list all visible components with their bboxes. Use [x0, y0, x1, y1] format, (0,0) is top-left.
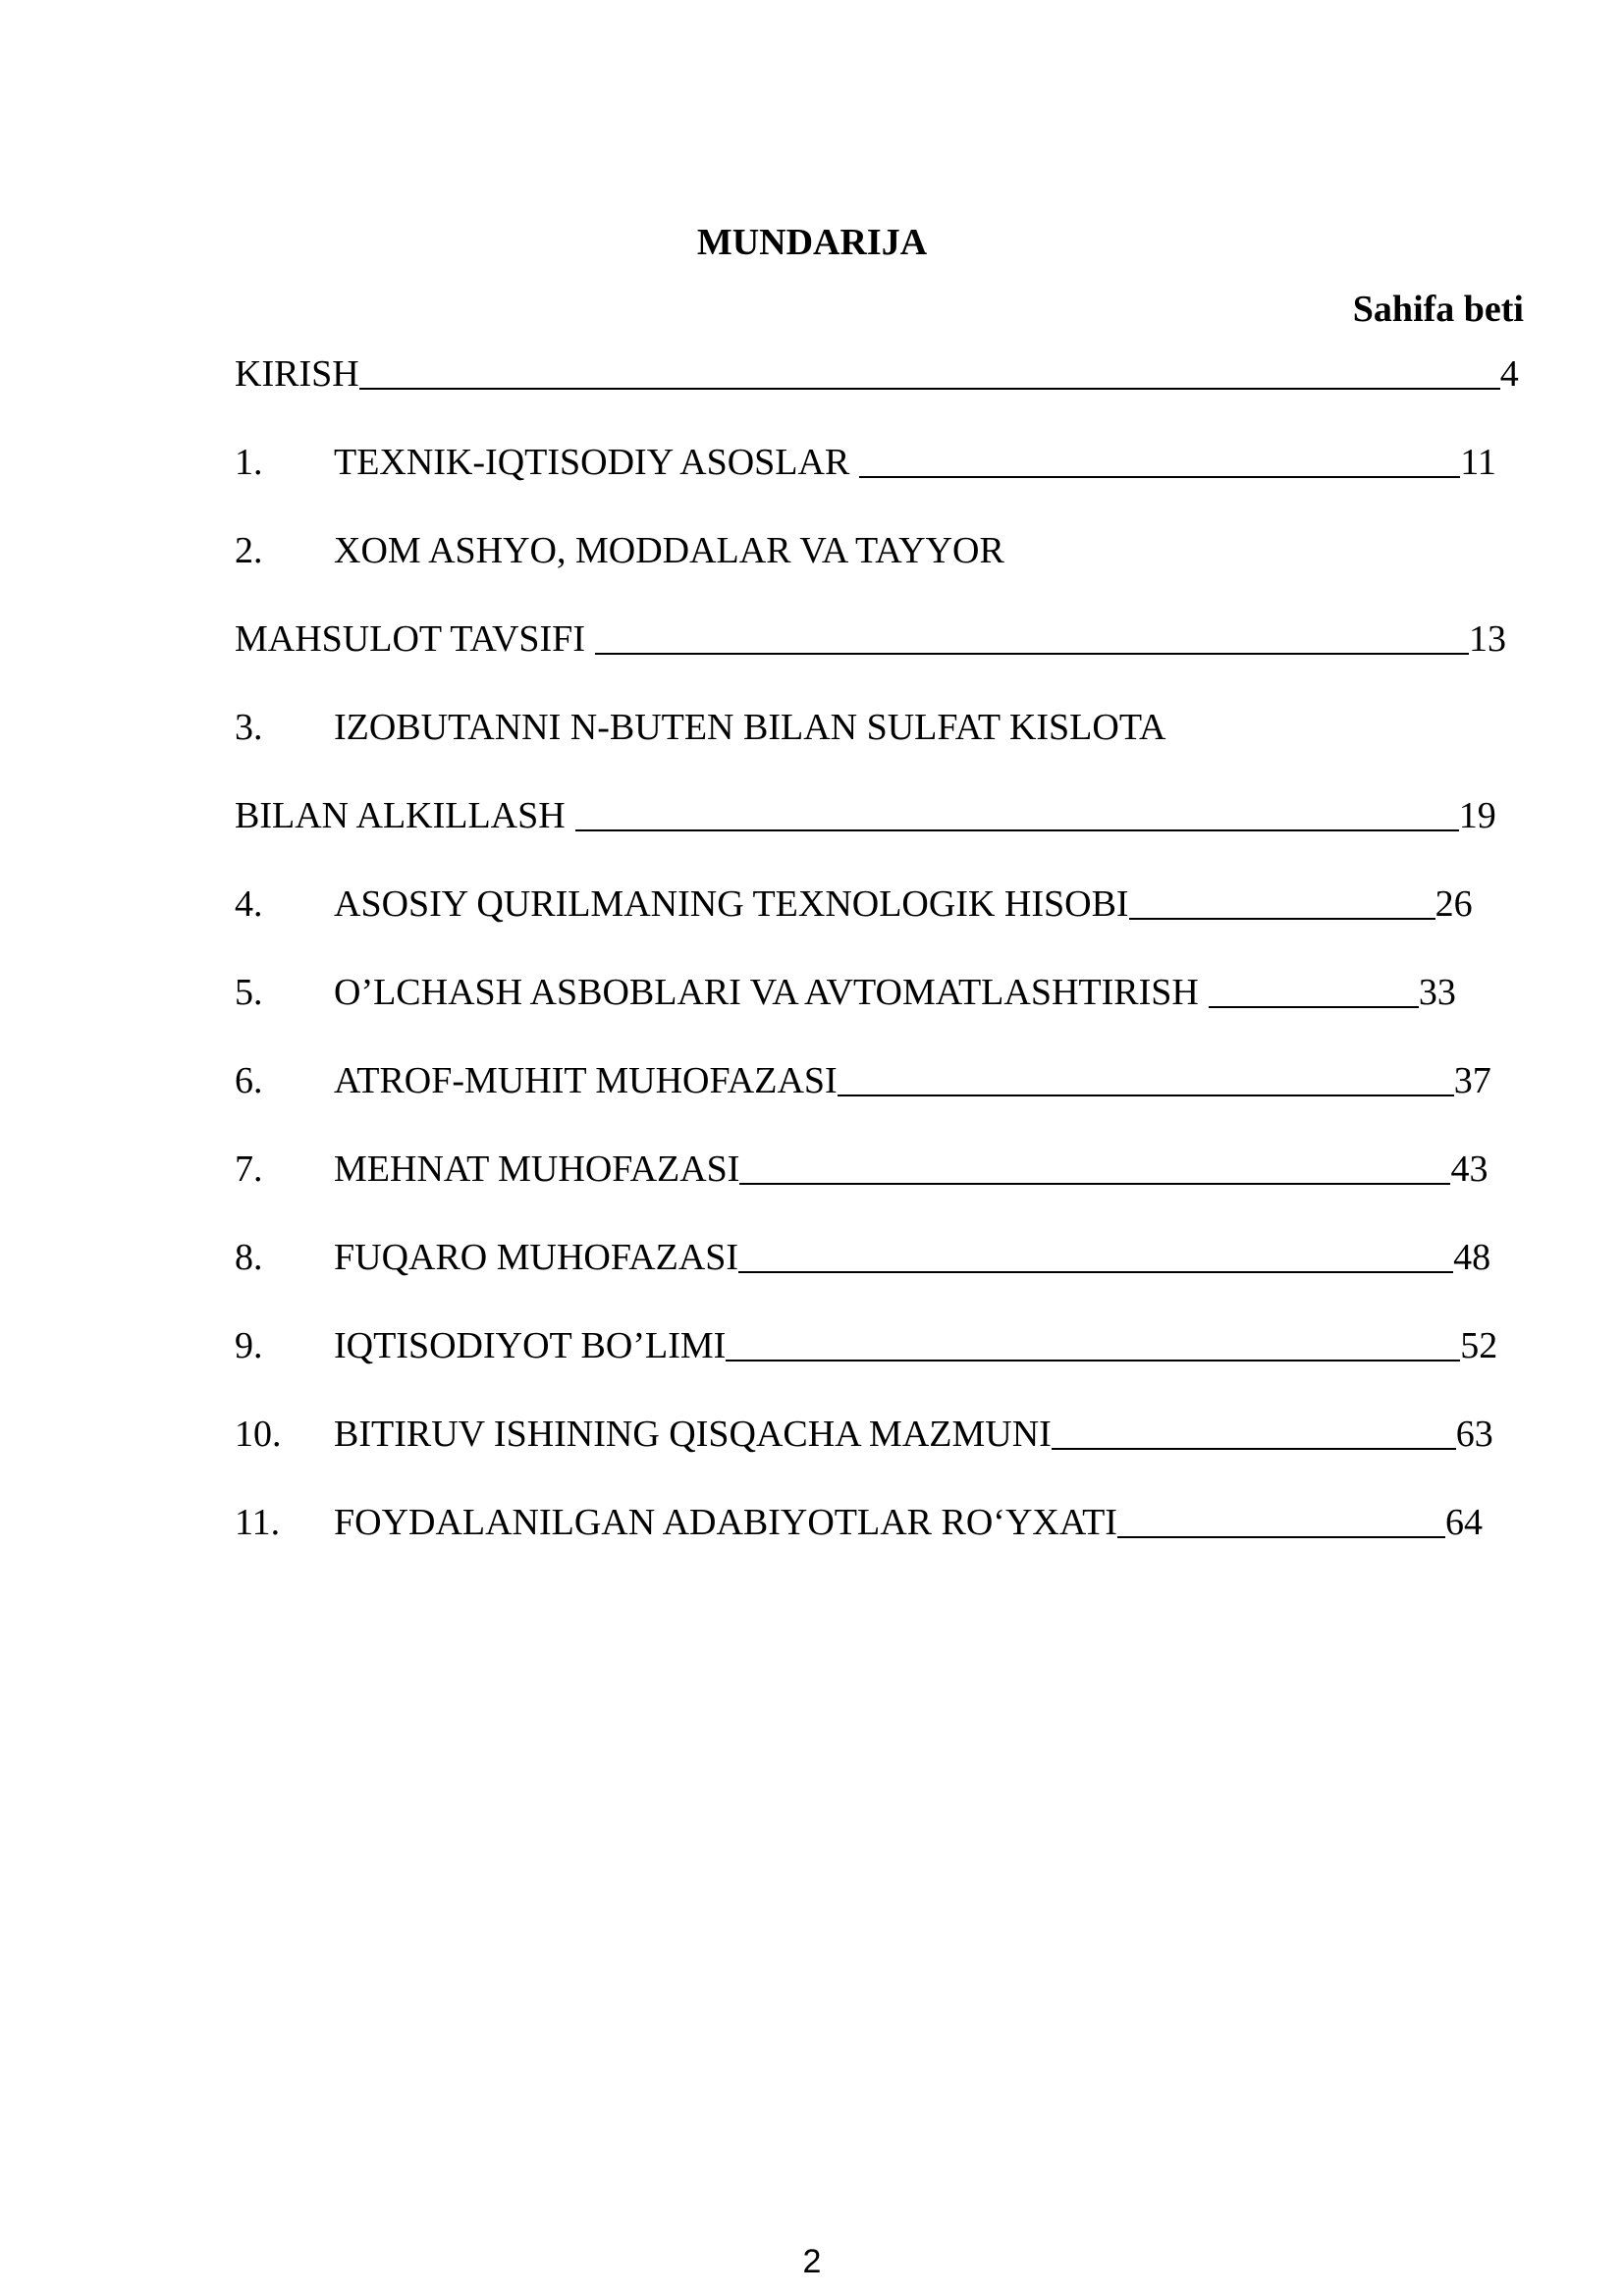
toc-entry-1[interactable]	[235, 438, 1496, 487]
toc-entry-4[interactable]	[235, 880, 1473, 929]
toc-entry-number: 10.	[235, 1414, 282, 1455]
toc-entry-number: 2.	[235, 530, 263, 571]
toc-entry-title: XOM ASHYO, MODDALAR VA TAYYOR	[334, 530, 1004, 571]
toc-entry-title: TEXNIK-IQTISODIY ASOSLAR	[334, 442, 850, 483]
toc-entry-page: 11	[1460, 442, 1496, 483]
toc-entry-page: 63	[1455, 1414, 1493, 1455]
toc-entry-page: 52	[1460, 1325, 1498, 1366]
toc-entry-title: ASOSIY QURILMANING TEXNOLOGIK HISOBI	[334, 883, 1129, 925]
page-number: 2	[802, 2243, 822, 2280]
toc-entry-title-continuation: MAHSULOT TAVSIFI	[235, 618, 585, 660]
toc-entry-page: 64	[1444, 1502, 1483, 1543]
toc-leader-line	[1129, 881, 1435, 920]
toc-leader-line	[359, 350, 1500, 390]
toc-entry-2-continuation[interactable]	[235, 614, 1506, 664]
toc-entry-page: 37	[1453, 1060, 1491, 1101]
toc-entry-title: FUQARO MUHOFAZASI	[334, 1237, 739, 1278]
toc-entry-title: IQTISODIYOT BO’LIMI	[334, 1325, 727, 1366]
toc-entry-number: 8.	[235, 1237, 263, 1278]
toc-entry-intro[interactable]	[235, 349, 1519, 399]
toc-entry-number: 4.	[235, 883, 263, 925]
toc-entry-number: 1.	[235, 442, 263, 483]
toc-entry-page: 48	[1453, 1237, 1491, 1278]
toc-entry-page: 33	[1418, 972, 1456, 1013]
toc-entry-title: IZOBUTANNI N-BUTEN BILAN SULFAT KISLOTA	[334, 707, 1166, 748]
toc-entry-page: 19	[1458, 795, 1496, 836]
toc-entry-title-continuation: BILAN ALKILLASH	[235, 795, 566, 836]
toc-entry-number: 11.	[235, 1502, 281, 1543]
toc-entry-title: O’LCHASH ASBOBLARI VA AVTOMATLASHTIRISH	[334, 972, 1199, 1013]
toc-leader-line	[1052, 1411, 1456, 1450]
toc-entry-page: 43	[1450, 1148, 1489, 1190]
toc-leader-line	[739, 1146, 1450, 1185]
toc-entry-10[interactable]	[235, 1410, 1493, 1459]
toc-entry-title: FOYDALANILGAN ADABIYOTLAR RO‘YXATI	[334, 1502, 1117, 1543]
toc-entry-9[interactable]	[235, 1321, 1497, 1370]
toc-leader-line	[1209, 969, 1419, 1008]
toc-entry-title: KIRISH	[235, 353, 359, 395]
toc-entry-6[interactable]	[235, 1056, 1491, 1105]
toc-entry-page: 4	[1499, 353, 1519, 395]
toc-leader-line	[838, 1057, 1454, 1096]
toc-entry-page: 13	[1468, 618, 1506, 660]
toc-leader-line	[575, 792, 1459, 831]
toc-leader-line	[738, 1234, 1453, 1273]
toc-leader-line	[859, 439, 1460, 478]
toc-entry-8[interactable]	[235, 1233, 1490, 1282]
toc-entry-page: 26	[1435, 883, 1473, 925]
toc-leader-line	[595, 615, 1469, 655]
page-title: MUNDARIJA	[696, 222, 928, 263]
toc-entry-number: 3.	[235, 707, 263, 748]
toc-entry-7[interactable]	[235, 1145, 1488, 1194]
toc-entry-title: MEHNAT MUHOFAZASI	[334, 1148, 740, 1190]
toc-entry-title: BITIRUV ISHINING QISQACHA MAZMUNI	[334, 1414, 1052, 1455]
toc-entry-3[interactable]	[235, 703, 1165, 752]
toc-entry-number: 6.	[235, 1060, 263, 1101]
toc-entry-number: 9.	[235, 1325, 263, 1366]
toc-leader-line	[1117, 1499, 1445, 1538]
toc-leader-line	[726, 1322, 1460, 1362]
toc-entry-number: 7.	[235, 1148, 263, 1190]
toc-entry-number: 5.	[235, 972, 263, 1013]
toc-entry-5[interactable]	[235, 968, 1456, 1017]
toc-entry-title: ATROF-MUHIT MUHOFAZASI	[334, 1060, 838, 1101]
toc-entry-3-continuation[interactable]	[235, 791, 1496, 840]
toc-entry-11[interactable]	[235, 1498, 1483, 1547]
toc-entry-2[interactable]	[235, 526, 1004, 575]
page-column-header: Sahifa beti	[1352, 289, 1524, 330]
